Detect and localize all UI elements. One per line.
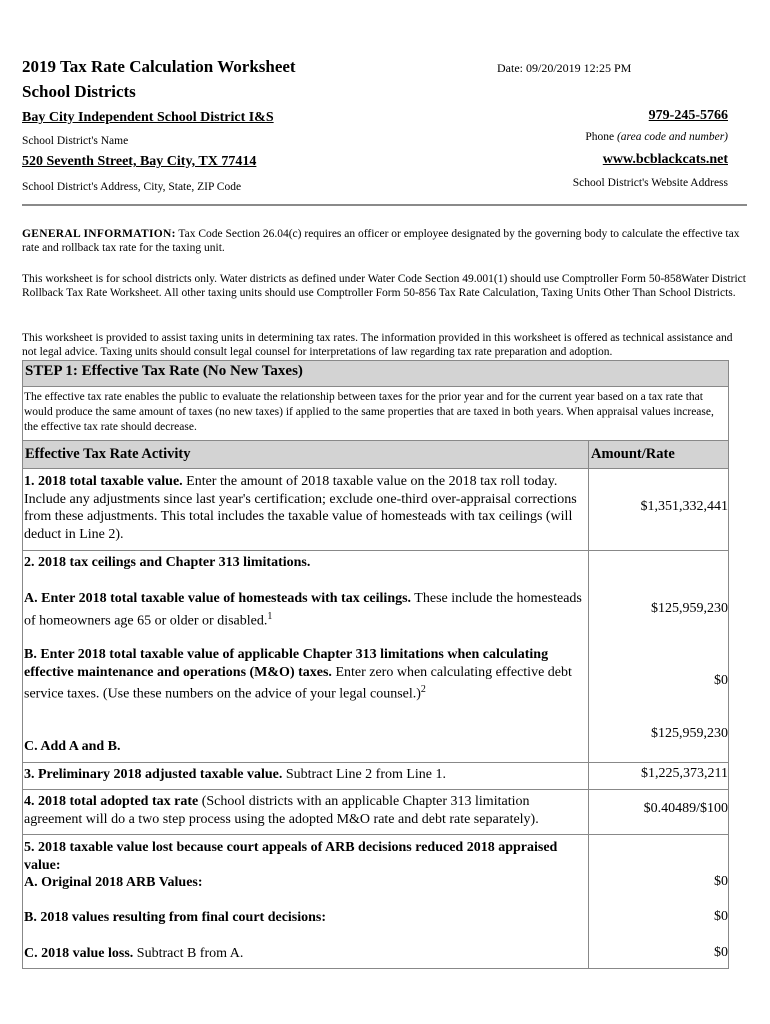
line2-heading: 2. 2018 tax ceilings and Chapter 313 limitations. [24,555,311,570]
line4-text [24,793,584,828]
line5b-label: B. 2018 values resulting from final court decisions: [24,910,327,925]
general-info-heading: GENERAL INFORMATION: [22,228,176,240]
line4-label: 4. 2018 total adopted tax rate [24,794,199,809]
column-header-amount: Amount/Rate [591,446,675,462]
line2c-text [24,738,584,756]
line3-amount: $1,225,373,211 [641,766,728,781]
general-info-text: Tax Code Section 26.04(c) requires an officer or employee designated by the governing body to calculate the effective tax rate and rollback tax rate for the taxing unit. [22,228,740,254]
line2a-footnote: 1 [267,610,273,622]
page-title: 2019 Tax Rate Calculation Worksheet [22,57,296,76]
row-divider [22,789,729,790]
line4-description: (School districts with an applicable Chapter 313 limitation agreement will do a two step process using the adopted M&O rate and debt rate separately). [24,794,539,827]
line2b-label: B. Enter 2018 total taxable value of applicable Chapter 313 limitations when calculating effective maintenance and operations (M&O) taxes. [24,647,549,680]
line5b-text [24,909,584,927]
worksheet-date: Date: 09/20/2019 12:25 PM [497,61,632,75]
line2c-label: C. Add A and B. [24,739,121,754]
line3-label: 3. Preliminary 2018 adjusted taxable value. [24,767,283,782]
disclaimer-paragraph: This worksheet is provided to assist taxing units in determining tax rates. The information provided in this worksheet is offered as technical assistance and not legal advice. Taxing units should consult legal counsel for interpretations of law regarding tax rate preparation and adoption. [22,332,733,358]
line5c-text [24,945,584,963]
address-label: School District's Address, City, State, ZIP Code [22,181,242,193]
district-name-value: Bay City Independent School District I&S [22,110,274,125]
row-divider [22,834,729,835]
school-only-paragraph: This worksheet is for school districts only. Water districts as defined under Water Code Section 49.001(1) should use Comptroller Form 50-858Water District Rollback Tax Rate Worksheet. All other taxing units should use Comptroller Form 50-856 Tax Rate Calculation, Taxing Units Other Than School Districts. [22,273,746,299]
line2a-text [24,590,584,630]
line5b-amount: $0 [714,909,728,924]
line2a-description: These include the homesteads of homeowners age 65 or older or disabled. [24,591,582,629]
line4-amount: $0.40489/$100 [643,801,728,816]
website-label: School District's Website Address [572,177,728,189]
column-header-activity: Effective Tax Rate Activity [25,446,191,462]
line2b-description: Enter zero when calculating effective debt service taxes. (Use these numbers on the advice of your legal counsel.) [24,664,572,702]
district-name-label-row [22,131,728,149]
line5-heading: 5. 2018 taxable value lost because court appeals of ARB decisions reduced 2018 appraised value: [24,840,558,873]
line2c-amount: $125,959,230 [651,726,728,741]
line5a-amount: $0 [714,874,728,889]
phone-value: 979-245-5766 [648,108,728,123]
line1-description: Enter the amount of 2018 taxable value on the 2018 tax roll today. Include any adjustments since last year's certification; exclude one-third over-appraisal corrections from these adjustments. This total includes the taxable value of homesteads with tax ceilings (will deduct in Line 2). [24,474,577,542]
line1-label: 1. 2018 total taxable value. [24,474,183,489]
line3-description: Subtract Line 2 from Line 1. [282,767,447,782]
district-name-row [22,108,728,126]
header-divider [22,204,747,206]
line2b-amount: $0 [714,673,728,688]
line1-amount: $1,351,332,441 [640,499,728,514]
line3-text [24,766,584,784]
step1-description: The effective tax rate enables the public to evaluate the relationship between taxes for the prior year and for the current year based on a tax rate that would produce the same amount of taxes (no new taxes) if applied to the same properties that are taxed in both years. When appraisal values increase, the effective tax rate should decrease. [24,391,714,433]
address-row [22,152,728,170]
line5c-amount: $0 [714,945,728,960]
general-info-paragraph [22,227,746,255]
address-value: 520 Seventh Street, Bay City, TX 77414 [22,154,257,169]
phone-label-hint: (area code and number) [616,131,728,143]
line5c-description: Subtract B from A. [133,946,244,961]
website-value: www.bcblackcats.net [602,152,728,167]
line2-label [24,554,584,572]
line5a-text [24,874,584,892]
table-header [22,440,729,469]
phone-label [585,131,728,143]
line5a-label: A. Original 2018 ARB Values: [24,875,203,890]
line5-text [24,839,584,874]
line5c-label: C. 2018 value loss. [24,946,134,961]
line2b-text [24,646,584,703]
line2b-footnote: 2 [420,684,426,695]
page-subtitle: School Districts [22,82,136,101]
phone-label-prefix: Phone [585,131,617,143]
step1-heading: STEP 1: Effective Tax Rate (No New Taxes) [22,360,729,387]
district-name-label: School District's Name [22,135,129,147]
row-divider [22,762,729,763]
column-divider [588,440,589,969]
line2a-label: A. Enter 2018 total taxable value of homesteads with tax ceilings. [24,591,412,606]
line2a-amount: $125,959,230 [651,601,728,616]
line1-text [24,473,584,543]
address-label-row [22,177,728,195]
row-divider [22,550,729,551]
